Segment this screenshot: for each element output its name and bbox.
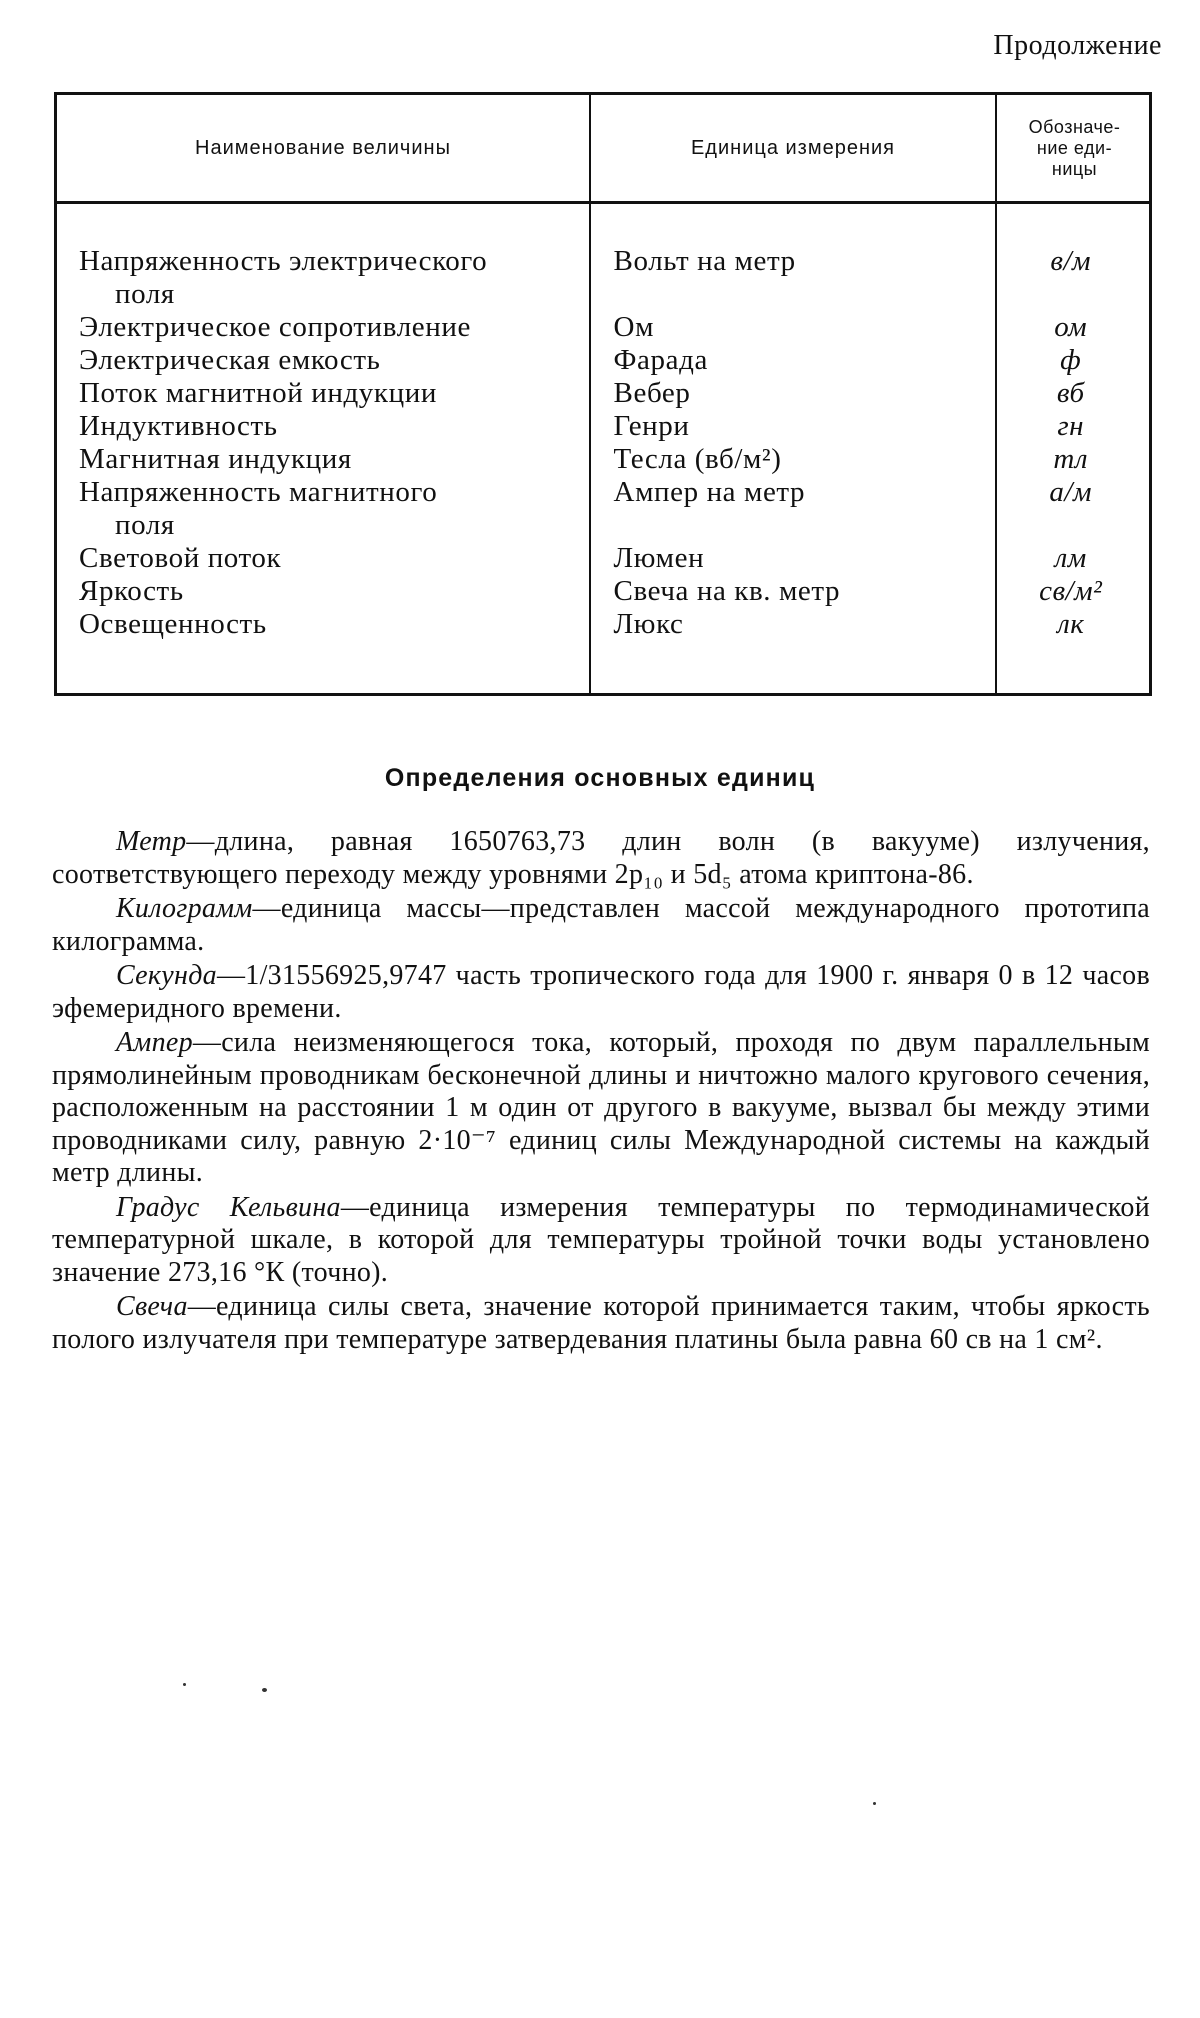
quantity-name-text: Электрическое сопротивление bbox=[79, 311, 471, 343]
unit-symbol: а/м bbox=[1049, 476, 1092, 508]
unit-name: Вольт на метр bbox=[613, 245, 796, 277]
unit-name: Генри bbox=[613, 410, 690, 442]
unit-symbol: тл bbox=[1053, 443, 1088, 475]
unit-symbol: ф bbox=[1060, 344, 1082, 376]
quantity-name bbox=[57, 476, 588, 542]
unit-symbol: ом bbox=[1054, 311, 1088, 343]
unit-symbol: гн bbox=[1057, 410, 1085, 442]
definition-text: —единица силы света, значение которой принимается таким, чтобы яркость полого излучателя при температуре затвердевания платины была равна 60 св на 1 см². bbox=[52, 1291, 1150, 1355]
units-table bbox=[54, 92, 1152, 696]
quantity-name-text: Индуктивность bbox=[79, 410, 278, 442]
table-row bbox=[57, 311, 1149, 344]
quantity-name-text: Электрическая емкость bbox=[79, 344, 381, 376]
table-row bbox=[57, 476, 1149, 542]
column-header-quantity: Наименование величины bbox=[195, 136, 451, 159]
quantity-name-text: Магнитная индукция bbox=[79, 443, 352, 475]
table-row bbox=[57, 575, 1149, 608]
definition-term: Метр bbox=[116, 826, 187, 857]
quantity-name bbox=[57, 377, 588, 410]
print-speck bbox=[183, 1683, 186, 1686]
quantity-name-text: Освещенность bbox=[79, 608, 267, 640]
definition-text: —сила неизменяющегося тока, который, проходя по двум параллельным прямолинейным проводникам бесконечной длины и ничтожно малого кругового сечения, расположенным на расстоянии 1 м один от другого в вакууме, вызвал бы между этими проводниками силу, равную 2·10⁻⁷ единиц силы Международной системы на каждый метр длины. bbox=[52, 1027, 1150, 1188]
table-row bbox=[57, 608, 1149, 641]
quantity-name bbox=[57, 608, 588, 641]
continuation-label: Продолжение bbox=[993, 30, 1162, 61]
quantity-name-text: Напряженность магнитного bbox=[79, 476, 438, 508]
unit-name: Фарада bbox=[613, 344, 708, 376]
unit-name: Люкс bbox=[613, 608, 684, 640]
table-row bbox=[57, 443, 1149, 476]
definition-paragraph bbox=[52, 960, 1150, 1025]
definition-text: —единица массы—представлен массой международного прототипа килограмма. bbox=[52, 893, 1150, 957]
definition-term: Градус Кельвина bbox=[116, 1191, 341, 1223]
definitions-list bbox=[52, 826, 1150, 1358]
print-speck bbox=[262, 1688, 267, 1692]
table-row bbox=[57, 344, 1149, 377]
unit-name: Ом bbox=[613, 311, 655, 343]
unit-symbol: лм bbox=[1054, 542, 1087, 574]
definition-paragraph bbox=[52, 826, 1150, 891]
quantity-name bbox=[57, 542, 588, 575]
definition-paragraph bbox=[52, 893, 1150, 958]
quantity-name-text: Световой поток bbox=[79, 542, 282, 574]
quantity-name-text: Яркость bbox=[79, 575, 184, 607]
table-body bbox=[57, 245, 1149, 641]
section-title: Определения основных единиц bbox=[384, 764, 816, 792]
definition-term: Секунда bbox=[116, 960, 217, 991]
print-speck bbox=[873, 1802, 876, 1805]
quantity-name-text: Напряженность электрического bbox=[79, 245, 488, 277]
definition-paragraph bbox=[52, 1192, 1150, 1290]
quantity-name-continuation: поля bbox=[115, 509, 175, 541]
table-row bbox=[57, 245, 1149, 311]
header-divider bbox=[57, 201, 1149, 204]
table-row bbox=[57, 377, 1149, 410]
definition-paragraph bbox=[52, 1291, 1150, 1356]
unit-name: Ампер на метр bbox=[613, 476, 806, 508]
definition-term: Килограмм bbox=[116, 893, 253, 924]
quantity-name bbox=[57, 311, 588, 344]
definition-term: Ампер bbox=[116, 1027, 193, 1058]
definition-text: —длина, равная 1650763,73 длин волн (в вакууме) излучения, соответствующего переходу между уровнями 2p₁₀ и 5d₅ атома криптона-86. bbox=[52, 826, 1150, 890]
quantity-name bbox=[57, 344, 588, 377]
quantity-name bbox=[57, 410, 588, 443]
column-header-unit: Единица измерения bbox=[690, 136, 896, 159]
column-header-symbol: Обозначе- ние еди- ницы bbox=[1028, 116, 1121, 179]
definition-text: —единица измерения температуры по термодинамической температурной шкале, в которой для температуры тройной точки воды установлено значение 273,16 °К (точно). bbox=[52, 1191, 1150, 1288]
quantity-name-continuation: поля bbox=[115, 278, 175, 310]
table-row bbox=[57, 410, 1149, 443]
definition-paragraph bbox=[52, 1027, 1150, 1190]
definition-text: —1/31556925,9747 часть тропического года для 1900 г. января 0 в 12 часов эфемеридного времени. bbox=[52, 960, 1150, 1024]
unit-symbol: вб bbox=[1056, 377, 1085, 409]
unit-symbol: св/м² bbox=[1039, 575, 1103, 607]
definition-term: Свеча bbox=[116, 1291, 188, 1322]
unit-name: Вебер bbox=[613, 377, 691, 409]
quantity-name bbox=[57, 245, 588, 311]
quantity-name-text: Поток магнитной индукции bbox=[79, 377, 437, 409]
unit-symbol: в/м bbox=[1050, 245, 1092, 277]
unit-name: Тесла (вб/м²) bbox=[613, 443, 782, 475]
quantity-name bbox=[57, 575, 588, 608]
quantity-name bbox=[57, 443, 588, 476]
unit-symbol: лк bbox=[1057, 608, 1085, 640]
table-row bbox=[57, 542, 1149, 575]
unit-name: Люмен bbox=[613, 542, 705, 574]
unit-name: Свеча на кв. метр bbox=[613, 575, 841, 607]
